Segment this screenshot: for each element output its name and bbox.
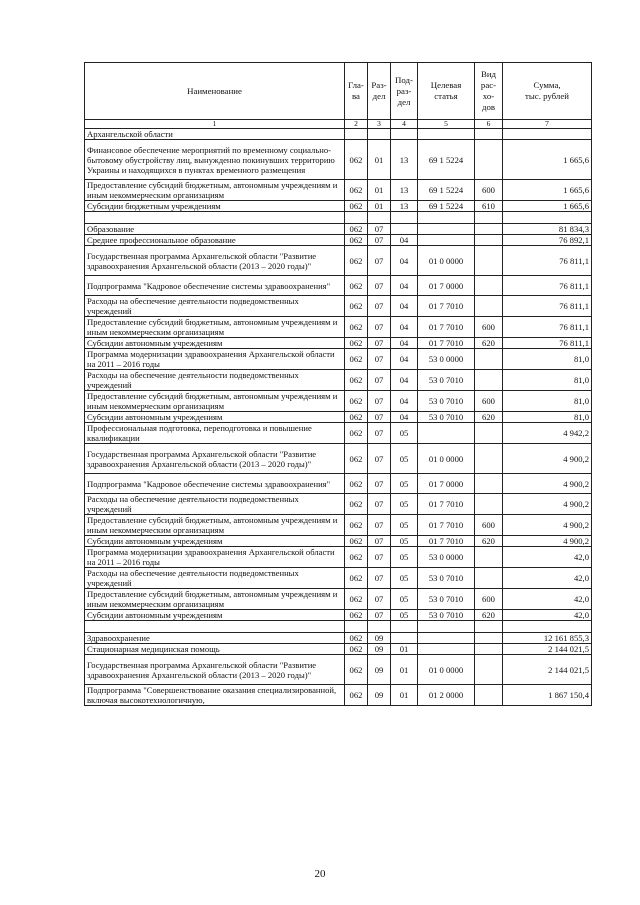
table-row <box>85 338 592 349</box>
row-podrazdel: 04 <box>391 246 418 276</box>
row-target: 01 0 0000 <box>418 655 475 685</box>
row-name <box>85 212 345 224</box>
row-name: Среднее профессиональное образование <box>85 235 345 246</box>
row-glava: 062 <box>345 547 368 568</box>
row-glava: 062 <box>345 201 368 212</box>
row-vid <box>475 644 503 655</box>
row-target: 69 1 5224 <box>418 180 475 201</box>
row-vid <box>475 140 503 180</box>
row-razdel: 07 <box>368 494 391 515</box>
row-vid <box>475 276 503 296</box>
table-row <box>85 349 592 370</box>
row-vid <box>475 296 503 317</box>
row-name: Предоставление субсидий бюджетным, автономным учреждениям и иным некоммерческим организациям <box>85 180 345 201</box>
header-target: Целевая статья <box>418 63 475 120</box>
row-sum: 1 665,6 <box>503 201 592 212</box>
row-sum: 76 892,1 <box>503 235 592 246</box>
row-podrazdel: 05 <box>391 515 418 536</box>
row-razdel: 07 <box>368 317 391 338</box>
row-vid <box>475 370 503 391</box>
row-target: 53 0 7010 <box>418 412 475 423</box>
table-row <box>85 444 592 474</box>
row-glava: 062 <box>345 568 368 589</box>
row-vid: 620 <box>475 338 503 349</box>
row-name: Архангельской области <box>85 129 345 140</box>
row-target <box>418 212 475 224</box>
row-name: Государственная программа Архангельской области "Развитие здравоохранения Архангельской области (2013 – 2020 годы)" <box>85 246 345 276</box>
row-vid: 600 <box>475 180 503 201</box>
row-glava: 062 <box>345 224 368 235</box>
row-podrazdel: 05 <box>391 568 418 589</box>
row-sum <box>503 621 592 633</box>
row-name: Подпрограмма "Кадровое обеспечение системы здравоохранения" <box>85 474 345 494</box>
row-name: Субсидии автономным учреждениям <box>85 610 345 621</box>
row-target <box>418 224 475 235</box>
table-row <box>85 140 592 180</box>
row-podrazdel: 04 <box>391 296 418 317</box>
row-podrazdel <box>391 224 418 235</box>
row-sum: 42,0 <box>503 610 592 621</box>
header-glava: Гла- ва <box>345 63 368 120</box>
column-number: 6 <box>475 120 503 129</box>
row-podrazdel: 05 <box>391 610 418 621</box>
row-sum: 1 867 150,4 <box>503 685 592 706</box>
row-sum: 12 161 855,3 <box>503 633 592 644</box>
row-glava <box>345 212 368 224</box>
row-vid: 620 <box>475 412 503 423</box>
row-glava: 062 <box>345 296 368 317</box>
table-row <box>85 129 592 140</box>
row-name: Программа модернизации здравоохранения Архангельской области на 2011 – 2016 годы <box>85 547 345 568</box>
row-target <box>418 235 475 246</box>
spacer-row <box>85 621 592 633</box>
row-glava: 062 <box>345 589 368 610</box>
row-vid <box>475 568 503 589</box>
row-sum: 81,0 <box>503 349 592 370</box>
row-sum <box>503 129 592 140</box>
row-target: 01 7 0000 <box>418 474 475 494</box>
row-razdel: 07 <box>368 547 391 568</box>
row-razdel: 09 <box>368 655 391 685</box>
row-sum: 81,0 <box>503 391 592 412</box>
row-sum <box>503 212 592 224</box>
row-name: Образование <box>85 224 345 235</box>
row-podrazdel <box>391 633 418 644</box>
table-row <box>85 633 592 644</box>
row-name: Субсидии бюджетным учреждениям <box>85 201 345 212</box>
row-glava: 062 <box>345 235 368 246</box>
row-target: 69 1 5224 <box>418 140 475 180</box>
row-vid: 620 <box>475 610 503 621</box>
row-name: Расходы на обеспечение деятельности подведомственных учреждений <box>85 568 345 589</box>
table-body <box>85 129 592 706</box>
row-target: 69 1 5224 <box>418 201 475 212</box>
row-target: 01 0 0000 <box>418 444 475 474</box>
row-target <box>418 633 475 644</box>
row-name: Государственная программа Архангельской области "Развитие здравоохранения Архангельской области (2013 – 2020 годы)" <box>85 655 345 685</box>
row-podrazdel: 05 <box>391 547 418 568</box>
row-vid: 620 <box>475 536 503 547</box>
row-sum: 4 900,2 <box>503 515 592 536</box>
row-target: 53 0 0000 <box>418 547 475 568</box>
table-row <box>85 317 592 338</box>
table-row <box>85 391 592 412</box>
row-target: 01 0 0000 <box>418 246 475 276</box>
row-name: Расходы на обеспечение деятельности подведомственных учреждений <box>85 296 345 317</box>
row-podrazdel: 05 <box>391 536 418 547</box>
row-glava: 062 <box>345 338 368 349</box>
row-target: 01 7 0000 <box>418 276 475 296</box>
row-target: 53 0 0000 <box>418 349 475 370</box>
row-glava: 062 <box>345 633 368 644</box>
row-sum: 2 144 021,5 <box>503 644 592 655</box>
row-target: 01 7 7010 <box>418 317 475 338</box>
row-sum: 81 834,3 <box>503 224 592 235</box>
row-glava: 062 <box>345 246 368 276</box>
row-podrazdel: 13 <box>391 180 418 201</box>
row-name: Субсидии автономным учреждениям <box>85 338 345 349</box>
row-vid <box>475 129 503 140</box>
row-glava: 062 <box>345 536 368 547</box>
row-razdel: 01 <box>368 140 391 180</box>
row-name: Предоставление субсидий бюджетным, автономным учреждениям и иным некоммерческим организациям <box>85 515 345 536</box>
row-razdel: 07 <box>368 536 391 547</box>
row-sum: 4 900,2 <box>503 444 592 474</box>
row-sum: 1 665,6 <box>503 180 592 201</box>
row-podrazdel: 04 <box>391 235 418 246</box>
table-row <box>85 568 592 589</box>
table-row <box>85 201 592 212</box>
row-glava: 062 <box>345 317 368 338</box>
header-name: Наименование <box>85 63 345 120</box>
row-target <box>418 621 475 633</box>
row-podrazdel <box>391 129 418 140</box>
row-target: 01 7 7010 <box>418 338 475 349</box>
row-vid: 610 <box>475 201 503 212</box>
row-glava: 062 <box>345 655 368 685</box>
row-podrazdel: 04 <box>391 391 418 412</box>
row-podrazdel: 13 <box>391 140 418 180</box>
row-name: Подпрограмма "Кадровое обеспечение системы здравоохранения" <box>85 276 345 296</box>
row-name: Предоставление субсидий бюджетным, автономным учреждениям и иным некоммерческим организациям <box>85 317 345 338</box>
row-sum: 2 144 021,5 <box>503 655 592 685</box>
row-name: Предоставление субсидий бюджетным, автономным учреждениям и иным некоммерческим организациям <box>85 589 345 610</box>
row-podrazdel: 04 <box>391 412 418 423</box>
table-row <box>85 685 592 706</box>
row-glava: 062 <box>345 276 368 296</box>
row-razdel: 09 <box>368 644 391 655</box>
row-razdel: 09 <box>368 685 391 706</box>
row-glava: 062 <box>345 685 368 706</box>
row-name: Здравоохранение <box>85 633 345 644</box>
row-razdel: 07 <box>368 276 391 296</box>
table-row <box>85 644 592 655</box>
row-sum: 4 900,2 <box>503 494 592 515</box>
row-podrazdel: 04 <box>391 349 418 370</box>
table-row <box>85 276 592 296</box>
row-target: 53 0 7010 <box>418 370 475 391</box>
row-name: Подпрограмма "Совершенствование оказания специализированной, включая высокотехнологичную, <box>85 685 345 706</box>
row-razdel: 07 <box>368 515 391 536</box>
spacer-row <box>85 212 592 224</box>
row-razdel: 09 <box>368 633 391 644</box>
table-row <box>85 235 592 246</box>
row-razdel <box>368 621 391 633</box>
row-name: Государственная программа Архангельской области "Развитие здравоохранения Архангельской области (2013 – 2020 годы)" <box>85 444 345 474</box>
row-name: Предоставление субсидий бюджетным, автономным учреждениям и иным некоммерческим организациям <box>85 391 345 412</box>
row-vid <box>475 633 503 644</box>
table-row <box>85 610 592 621</box>
column-number: 7 <box>503 120 592 129</box>
row-target: 53 0 7010 <box>418 568 475 589</box>
row-target <box>418 644 475 655</box>
row-vid <box>475 621 503 633</box>
row-podrazdel: 01 <box>391 655 418 685</box>
row-glava: 062 <box>345 644 368 655</box>
column-number: 4 <box>391 120 418 129</box>
row-target <box>418 129 475 140</box>
row-vid: 600 <box>475 391 503 412</box>
row-name: Стационарная медицинская помощь <box>85 644 345 655</box>
row-glava: 062 <box>345 349 368 370</box>
table-row <box>85 423 592 444</box>
page-number: 20 <box>314 868 326 880</box>
row-razdel: 07 <box>368 296 391 317</box>
column-number: 1 <box>85 120 345 129</box>
row-podrazdel <box>391 621 418 633</box>
header-vid: Вид рас- хо- дов <box>475 63 503 120</box>
row-vid <box>475 655 503 685</box>
row-target: 01 7 7010 <box>418 515 475 536</box>
row-razdel: 07 <box>368 224 391 235</box>
row-glava: 062 <box>345 140 368 180</box>
row-vid <box>475 547 503 568</box>
row-razdel: 07 <box>368 474 391 494</box>
row-podrazdel <box>391 212 418 224</box>
row-sum: 76 811,1 <box>503 317 592 338</box>
column-number: 2 <box>345 120 368 129</box>
row-sum: 4 942,2 <box>503 423 592 444</box>
row-sum: 81,0 <box>503 370 592 391</box>
row-vid <box>475 444 503 474</box>
table-row <box>85 474 592 494</box>
row-glava: 062 <box>345 423 368 444</box>
table-row <box>85 296 592 317</box>
row-razdel: 07 <box>368 338 391 349</box>
header-row <box>85 63 592 120</box>
row-vid: 600 <box>475 317 503 338</box>
row-glava: 062 <box>345 610 368 621</box>
table-row <box>85 246 592 276</box>
row-razdel: 07 <box>368 423 391 444</box>
row-vid: 600 <box>475 515 503 536</box>
row-podrazdel: 01 <box>391 644 418 655</box>
row-razdel: 07 <box>368 349 391 370</box>
row-sum: 4 900,2 <box>503 474 592 494</box>
row-sum: 42,0 <box>503 547 592 568</box>
table-row <box>85 536 592 547</box>
table-row <box>85 547 592 568</box>
table-row <box>85 180 592 201</box>
row-sum: 76 811,1 <box>503 296 592 317</box>
column-number: 3 <box>368 120 391 129</box>
row-podrazdel: 05 <box>391 423 418 444</box>
row-name: Финансовое обеспечение мероприятий по временному социально-бытовому обустройству лиц, вынужденно покинувших территорию Украины и находящихся в пунктах временного размещения <box>85 140 345 180</box>
row-sum: 42,0 <box>503 568 592 589</box>
row-name: Расходы на обеспечение деятельности подведомственных учреждений <box>85 494 345 515</box>
row-target: 53 0 7010 <box>418 610 475 621</box>
row-name: Программа модернизации здравоохранения Архангельской области на 2011 – 2016 годы <box>85 349 345 370</box>
row-sum: 4 900,2 <box>503 536 592 547</box>
row-glava: 062 <box>345 391 368 412</box>
row-vid <box>475 349 503 370</box>
row-name: Расходы на обеспечение деятельности подведомственных учреждений <box>85 370 345 391</box>
row-vid <box>475 246 503 276</box>
row-razdel: 07 <box>368 235 391 246</box>
row-glava <box>345 129 368 140</box>
row-razdel <box>368 212 391 224</box>
row-glava: 062 <box>345 494 368 515</box>
header-podrazdel: Под- раз- дел <box>391 63 418 120</box>
table-row <box>85 589 592 610</box>
row-podrazdel: 04 <box>391 370 418 391</box>
row-razdel: 01 <box>368 201 391 212</box>
row-sum: 76 811,1 <box>503 338 592 349</box>
row-target: 53 0 7010 <box>418 589 475 610</box>
row-glava: 062 <box>345 412 368 423</box>
row-razdel: 07 <box>368 370 391 391</box>
row-target: 01 2 0000 <box>418 685 475 706</box>
row-glava: 062 <box>345 444 368 474</box>
table-row <box>85 494 592 515</box>
row-razdel: 07 <box>368 444 391 474</box>
row-razdel: 07 <box>368 246 391 276</box>
header-sum: Сумма, тыс. рублей <box>503 63 592 120</box>
row-glava: 062 <box>345 515 368 536</box>
row-vid <box>475 474 503 494</box>
row-sum: 42,0 <box>503 589 592 610</box>
row-vid: 600 <box>475 589 503 610</box>
row-vid <box>475 685 503 706</box>
row-name: Профессиональная подготовка, переподготовка и повышение квалификации <box>85 423 345 444</box>
row-vid <box>475 224 503 235</box>
row-razdel <box>368 129 391 140</box>
row-podrazdel: 13 <box>391 201 418 212</box>
row-vid <box>475 212 503 224</box>
row-vid <box>475 423 503 444</box>
budget-table <box>84 62 592 706</box>
table-row <box>85 224 592 235</box>
row-podrazdel: 05 <box>391 589 418 610</box>
row-razdel: 07 <box>368 589 391 610</box>
row-target: 53 0 7010 <box>418 391 475 412</box>
row-vid <box>475 494 503 515</box>
column-number: 5 <box>418 120 475 129</box>
header-razdel: Раз- дел <box>368 63 391 120</box>
row-podrazdel: 04 <box>391 276 418 296</box>
row-razdel: 07 <box>368 412 391 423</box>
row-glava: 062 <box>345 474 368 494</box>
row-target: 01 7 7010 <box>418 494 475 515</box>
row-target <box>418 423 475 444</box>
row-razdel: 07 <box>368 610 391 621</box>
row-target: 01 7 7010 <box>418 296 475 317</box>
row-podrazdel: 04 <box>391 317 418 338</box>
row-vid <box>475 235 503 246</box>
row-name: Субсидии автономным учреждениям <box>85 412 345 423</box>
row-razdel: 07 <box>368 391 391 412</box>
table-row <box>85 515 592 536</box>
row-podrazdel: 01 <box>391 685 418 706</box>
table-row <box>85 412 592 423</box>
row-podrazdel: 05 <box>391 474 418 494</box>
row-glava: 062 <box>345 370 368 391</box>
row-podrazdel: 04 <box>391 338 418 349</box>
row-razdel: 01 <box>368 180 391 201</box>
table-row <box>85 370 592 391</box>
row-sum: 76 811,1 <box>503 246 592 276</box>
row-name <box>85 621 345 633</box>
row-podrazdel: 05 <box>391 494 418 515</box>
row-razdel: 07 <box>368 568 391 589</box>
row-name: Субсидии автономным учреждениям <box>85 536 345 547</box>
row-podrazdel: 05 <box>391 444 418 474</box>
table-row <box>85 655 592 685</box>
row-target: 01 7 7010 <box>418 536 475 547</box>
row-glava <box>345 621 368 633</box>
column-number-row <box>85 120 592 129</box>
row-glava: 062 <box>345 180 368 201</box>
row-sum: 76 811,1 <box>503 276 592 296</box>
row-sum: 1 665,6 <box>503 140 592 180</box>
row-sum: 81,0 <box>503 412 592 423</box>
